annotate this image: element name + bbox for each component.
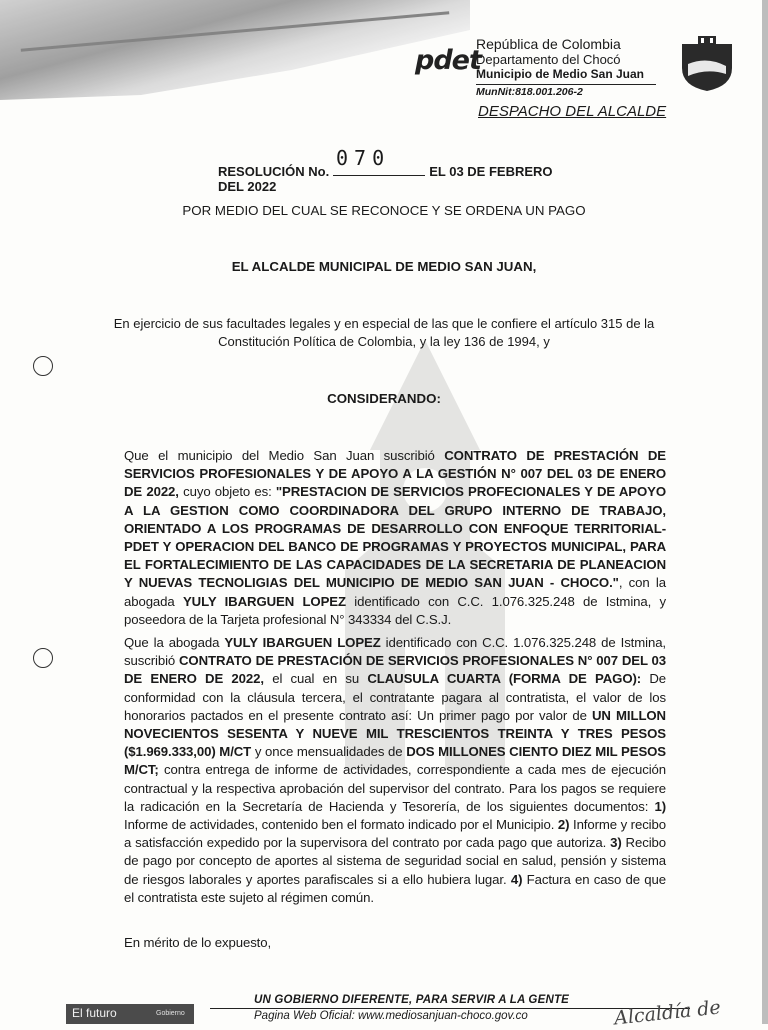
header-banner — [0, 0, 481, 100]
p2-run: Informe de actividades, contenido ben el formato indicado por el Municipio. — [124, 817, 558, 833]
p2-run: Factura en caso de que el contratista este sujeto al régimen común. — [124, 871, 666, 905]
p2-run: 4) — [510, 871, 523, 887]
p2-run: CLAUSULA CUARTA (FORMA DE PAGO): — [367, 671, 642, 687]
punch-hole — [33, 648, 53, 668]
footer-slogan: UN GOBIERNO DIFERENTE, PARA SERVIR A LA GENTE — [254, 994, 570, 1006]
punch-hole — [33, 356, 53, 376]
page-edge — [762, 0, 768, 1024]
paragraph-2 — [124, 634, 666, 907]
closing-line: En mérito de lo expuesto, — [124, 935, 272, 950]
municipality-name: Municipio de Medio San Juan — [476, 67, 645, 81]
legal-preamble: En ejercicio de sus facultades legales y en especial de las que le confiere el artículo 315 de la — [113, 316, 655, 331]
p2-run: el cual en su — [263, 671, 368, 687]
resolution-heading — [218, 146, 578, 194]
p2-run: CONTRATO DE PRESTACIÓN DE SERVICIOS PROFESIONALES N° 007 DEL 03 DE ENERO DE 2022, — [124, 653, 666, 687]
p1-run: "PRESTACION DE SERVICIOS PROFECIONALES Y DE APOYO A LA GESTION COMO COORDINADORA DEL GRUPO INTERNO DE TRABAJO, ORIENTADO A LOS PROGRAMAS DE DESARROLLO CON ENFOQUE TERRITORIAL-PDET Y OPERACION DEL BANCO DE PROGRAMAS Y PROYECTOS MUNICIPAL, PARA EL FORTALECIMIENTO DE LAS CAPACIDADES DE LA SECRETARIA DE PLANEACION Y NUEVAS TECNOLIGIAS DEL MUNICIPIO DE MEDIO SAN JUAN - CHOCO." — [124, 484, 666, 591]
footer-website: Pagina Web Oficial: www.mediosanjuan-choco.gov.co — [254, 1010, 528, 1022]
paragraph-1 — [124, 447, 666, 629]
p1-run: CONTRATO DE PRESTACIÓN DE SERVICIOS PROFESIONALES Y DE APOYO A LA GESTIÓN N° 007 DEL 03 DE ENERO DE 2022, — [124, 448, 666, 500]
p1-run: identificado con C.C. 1.076.325.248 de Istmina, y poseedora de la Tarjeta profesional N° 343334 del C.S.J. — [124, 593, 666, 627]
futuro-logo-text: El futuro — [72, 1006, 117, 1020]
nit-number: MunNit:818.001.206-2 — [476, 84, 656, 98]
p2-run: DOS MILLONES CIENTO DIEZ MIL PESOS M/CT; — [124, 744, 666, 778]
p1-run: Que el municipio del Medio San Juan suscribió — [124, 448, 445, 463]
p1-run: YULY IBARGUEN LOPEZ — [182, 593, 346, 609]
alcaldia-logo-text: Alcaldía de — [613, 996, 722, 1030]
issuer-block — [476, 36, 666, 82]
p2-run: Informe y recibo a satisfacción expedido por la supervisora del contrato por cada pago que autoriza. — [124, 817, 666, 851]
pdet-logo: pdet — [415, 45, 481, 76]
legal-preamble-2: Constitución Política de Colombia, y la ley 136 de 1994, y — [218, 334, 550, 349]
resolution-subject: POR MEDIO DEL CUAL SE RECONOCE Y SE ORDENA UN PAGO — [182, 203, 586, 218]
futuro-logo-sub: Gobierno — [156, 1010, 185, 1017]
p2-run: contra entrega de informe de actividades, correspondiente a cada mes de ejecución contractual y la respectiva aprobación del supervisor del contrato. Para los pagos se requiere la radicación en la Secretaría de Hacienda y Tesorería, de los siguientes documentos: — [124, 762, 666, 814]
resolution-label: RESOLUCIÓN No. — [218, 164, 330, 179]
p2-run: Que la abogada — [124, 635, 225, 650]
p2-run: De conformidad con la cláusula tercera, el contratante pagara al contratista, el valor de los honorarios pactados en el presente contrato así: Un primer pago por valor de — [124, 671, 666, 723]
municipal-shield-icon — [676, 34, 738, 92]
p1-run: cuyo objeto es: — [178, 484, 276, 500]
resolution-number: 070 — [336, 146, 391, 170]
p2-run: identificado con C.C. 1.076.325.248 de Istmina, suscribió — [124, 635, 666, 669]
country-name: República de Colombia — [476, 36, 621, 52]
p2-run: YULY IBARGUEN LOPEZ — [224, 635, 381, 650]
p2-run: UN MILLON NOVECIENTOS SESENTA Y NUEVE MIL TRESCIENTOS TREINTA Y TRES PESOS ($1.969.333,00) M/CT — [124, 707, 666, 760]
resolution-date: EL 03 DE FEBRERO DEL 2022 — [218, 164, 553, 194]
department-name: Departamento del Chocó — [476, 52, 621, 67]
office-title: DESPACHO DEL ALCALDE — [478, 103, 667, 120]
p1-run: , con la abogada — [124, 575, 666, 609]
considerando-heading: CONSIDERANDO: — [327, 391, 441, 406]
p2-run: 3) — [610, 835, 622, 851]
issuing-authority: EL ALCALDE MUNICIPAL DE MEDIO SAN JUAN, — [231, 259, 537, 274]
number-underline — [333, 175, 425, 176]
p2-run: 1) — [654, 798, 666, 814]
p2-run: y once mensualidades de — [251, 744, 407, 760]
p2-run: 2) — [557, 817, 570, 833]
p2-run: Recibo de pago por concepto de aportes al sistema de seguridad social en salud, pensión y sistema de riesgos laborales y aportes parafiscales si a ello hubiera lugar. — [124, 835, 667, 887]
